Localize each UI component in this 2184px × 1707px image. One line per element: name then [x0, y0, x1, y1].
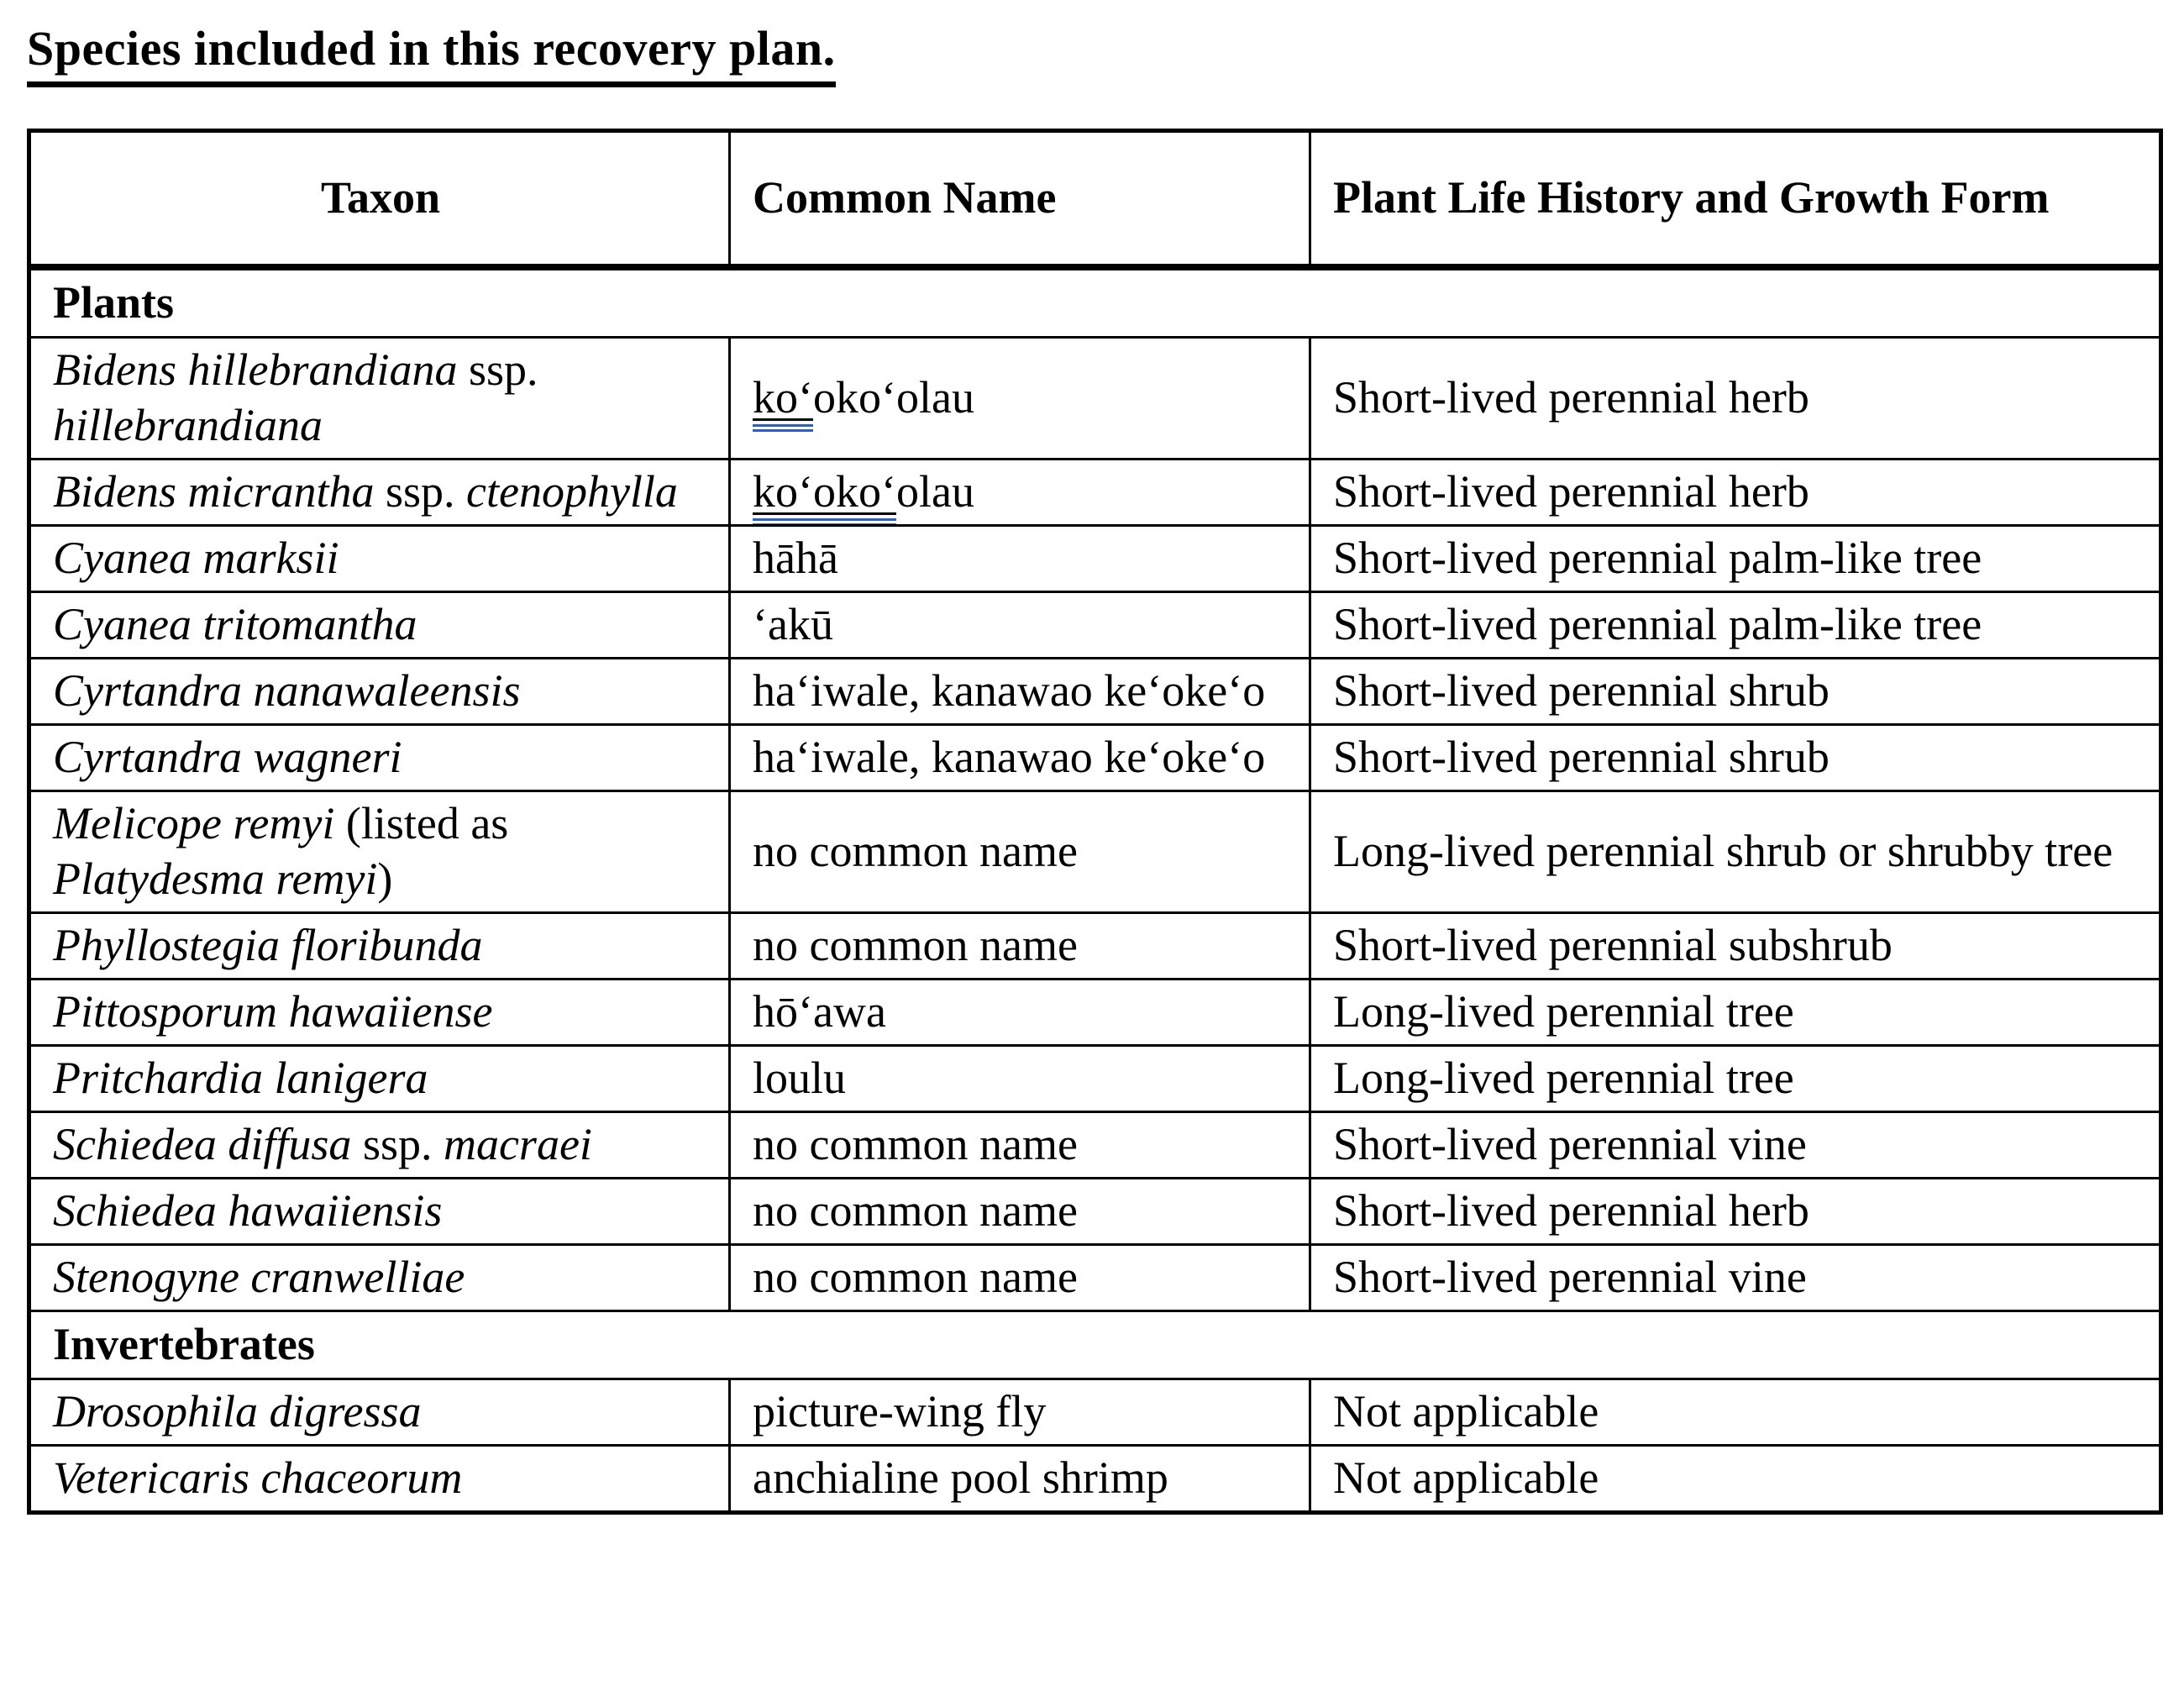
text-part: loulu [753, 1053, 847, 1103]
text-part: olau [895, 466, 974, 517]
species-row [29, 791, 2161, 913]
taxon-cell [29, 1379, 730, 1446]
species-row [29, 1379, 2161, 1446]
species-row [29, 460, 2161, 526]
text-part: hāhā [753, 533, 838, 583]
section-label: Plants [29, 267, 2161, 338]
common-name-cell [730, 913, 1310, 980]
growth-form-cell: Short-lived perennial palm-like tree [1310, 592, 2161, 659]
text-part: Phyllostegia floribunda [53, 920, 483, 970]
text-part: Stenogyne cranwelliae [53, 1252, 465, 1302]
section-row [29, 267, 2161, 338]
text-part: Bidens micrantha [53, 466, 375, 517]
text-part: Cyrtandra wagneri [53, 732, 402, 782]
common-name-cell [730, 1046, 1310, 1112]
species-row [29, 1179, 2161, 1245]
text-part: anchialine pool shrimp [753, 1452, 1168, 1503]
growth-form-cell: Long-lived perennial tree [1310, 980, 2161, 1046]
flagged-text: koʻ [753, 372, 813, 432]
growth-form-cell: Short-lived perennial shrub [1310, 725, 2161, 791]
species-table-body [29, 267, 2161, 1513]
column-header-taxon: Taxon [29, 131, 730, 268]
growth-form-cell: Not applicable [1310, 1379, 2161, 1446]
common-name-cell [730, 526, 1310, 592]
text-part: hillebrandiana [53, 400, 323, 450]
species-row [29, 338, 2161, 460]
text-part: macraei [443, 1119, 592, 1169]
growth-form-cell: Short-lived perennial subshrub [1310, 913, 2161, 980]
text-part: ssp. [351, 1119, 444, 1169]
taxon-cell [29, 725, 730, 791]
taxon-cell [29, 1446, 730, 1513]
text-part: no common name [753, 826, 1078, 876]
text-part: Vetericaris chaceorum [53, 1452, 463, 1503]
text-part: ssp. [457, 344, 538, 395]
species-table-header [29, 131, 2161, 268]
text-part: Pittosporum hawaiiense [53, 986, 493, 1037]
text-part: Cyanea tritomantha [53, 599, 417, 649]
text-part: ʻakū [753, 599, 833, 649]
text-part: no common name [753, 1119, 1078, 1169]
flagged-text: koʻokoʻ [753, 466, 896, 526]
common-name-cell [730, 1379, 1310, 1446]
growth-form-cell: Short-lived perennial vine [1310, 1245, 2161, 1311]
section-label: Invertebrates [29, 1311, 2161, 1379]
text-part: no common name [753, 1252, 1078, 1302]
text-part: Drosophila digressa [53, 1386, 422, 1437]
taxon-cell [29, 980, 730, 1046]
text-part: ctenophylla [466, 466, 678, 517]
taxon-cell [29, 791, 730, 913]
text-part: Platydesma remyi [53, 854, 378, 904]
text-part: haʻiwale, kanawao keʻokeʻo [753, 732, 1266, 782]
common-name-cell [730, 725, 1310, 791]
text-part: hōʻawa [753, 986, 886, 1037]
taxon-cell [29, 526, 730, 592]
document-title [27, 20, 2159, 76]
text-part: okoʻolau [812, 372, 974, 423]
text-part: no common name [753, 1185, 1078, 1236]
common-name-cell [730, 1179, 1310, 1245]
common-name-cell [730, 338, 1310, 460]
text-part: Melicope remyi [53, 798, 335, 848]
text-part: (listed as [334, 798, 509, 848]
taxon-cell [29, 1112, 730, 1179]
common-name-cell [730, 791, 1310, 913]
taxon-cell [29, 592, 730, 659]
taxon-cell [29, 659, 730, 725]
common-name-cell [730, 592, 1310, 659]
species-row [29, 1112, 2161, 1179]
species-table [27, 129, 2163, 1515]
growth-form-cell: Long-lived perennial shrub or shrubby tree [1310, 791, 2161, 913]
document-title-text: Species included in this recovery plan. [27, 21, 836, 87]
text-part: haʻiwale, kanawao keʻokeʻo [753, 665, 1266, 716]
species-row [29, 1245, 2161, 1311]
text-part: ) [377, 854, 393, 904]
column-header-common-name: Common Name [730, 131, 1310, 268]
growth-form-cell: Short-lived perennial herb [1310, 338, 2161, 460]
header-row [29, 131, 2161, 268]
species-row [29, 1446, 2161, 1513]
common-name-cell [730, 659, 1310, 725]
column-header-growth-form: Plant Life History and Growth Form [1310, 131, 2161, 268]
text-part: no common name [753, 920, 1078, 970]
taxon-cell [29, 1046, 730, 1112]
growth-form-cell: Long-lived perennial tree [1310, 1046, 2161, 1112]
text-part: Pritchardia lanigera [53, 1053, 428, 1103]
text-part: Cyanea marksii [53, 533, 339, 583]
common-name-cell [730, 1112, 1310, 1179]
growth-form-cell: Short-lived perennial vine [1310, 1112, 2161, 1179]
common-name-cell [730, 1446, 1310, 1513]
taxon-cell [29, 460, 730, 526]
species-row [29, 526, 2161, 592]
growth-form-cell: Short-lived perennial herb [1310, 1179, 2161, 1245]
species-row [29, 913, 2161, 980]
common-name-cell [730, 1245, 1310, 1311]
taxon-cell [29, 913, 730, 980]
species-row [29, 980, 2161, 1046]
species-row [29, 1046, 2161, 1112]
taxon-cell [29, 338, 730, 460]
species-row [29, 725, 2161, 791]
common-name-cell [730, 980, 1310, 1046]
taxon-cell [29, 1245, 730, 1311]
growth-form-cell: Short-lived perennial palm-like tree [1310, 526, 2161, 592]
text-part: Bidens hillebrandiana [53, 344, 458, 395]
text-part: Schiedea diffusa [53, 1119, 352, 1169]
common-name-cell [730, 460, 1310, 526]
species-row [29, 592, 2161, 659]
growth-form-cell: Not applicable [1310, 1446, 2161, 1513]
growth-form-cell: Short-lived perennial herb [1310, 460, 2161, 526]
species-row [29, 659, 2161, 725]
taxon-cell [29, 1179, 730, 1245]
section-row [29, 1311, 2161, 1379]
text-part: picture-wing fly [753, 1386, 1047, 1437]
growth-form-cell: Short-lived perennial shrub [1310, 659, 2161, 725]
text-part: Cyrtandra nanawaleensis [53, 665, 521, 716]
text-part: Schiedea hawaiiensis [53, 1185, 443, 1236]
text-part: ssp. [374, 466, 466, 517]
